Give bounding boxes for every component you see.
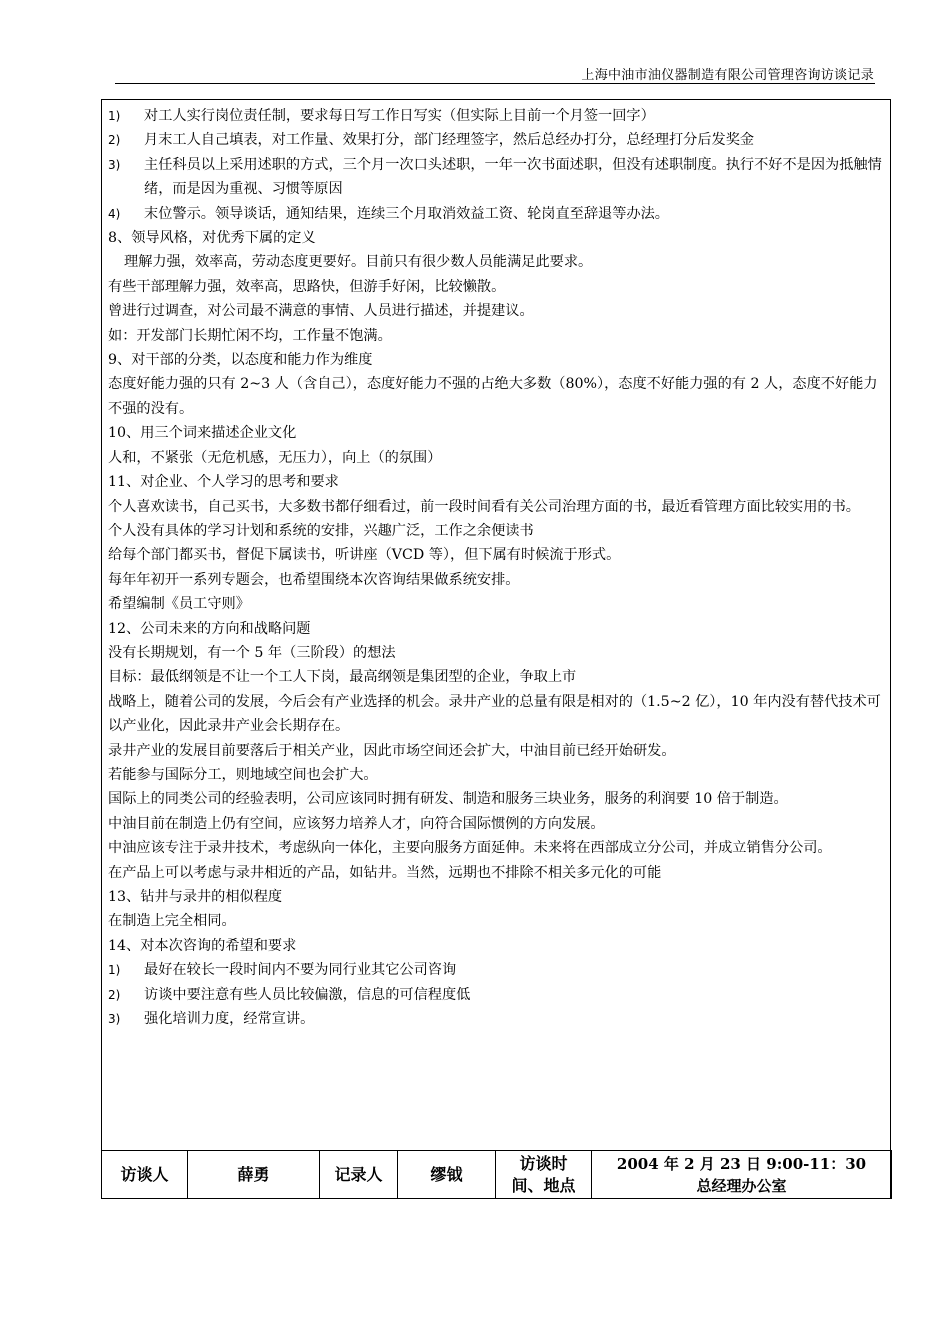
list-number: 4) — [108, 206, 121, 221]
recorder-label: 记录人 — [320, 1151, 398, 1199]
interview-time: 2004 年 2 月 23 日 9:00-11：30 — [616, 1154, 867, 1173]
interviewer-name: 薛勇 — [188, 1151, 320, 1199]
recorder-name: 缪钺 — [398, 1151, 496, 1199]
interview-notes — [108, 104, 884, 1031]
section-heading: 11、对企业、个人学习的思考和要求 — [108, 474, 339, 491]
paragraph: 战略上，随着公司的发展，今后会有产业选择的机会。录井产业的总量有限是相对的（1.5~2 亿），10 年内没有替代技术可以产业化，因此录井产业会长期存在。 — [108, 693, 881, 735]
paragraph: 在制造上完全相同。 — [108, 913, 236, 930]
list-item: 3) 主任科员以上采用述职的方式，三个月一次口头述职，一年一次书面述职，但没有述职制度。执行不好不是因为抵触情绪，而是因为重视、习惯等原因 — [108, 153, 884, 202]
time-place-label — [496, 1151, 592, 1199]
paragraph: 个人没有具体的学习计划和系统的安排，兴趣广泛，工作之余便读书 — [108, 522, 534, 539]
list-number: 2) — [108, 987, 121, 1002]
paragraph: 目标：最低纲领是不让一个工人下岗，最高纲领是集团型的企业，争取上市 — [108, 669, 577, 686]
paragraph: 曾进行过调查，对公司最不满意的事情、人员进行描述，并提建议。 — [108, 303, 534, 320]
list-item: 2) 访谈中要注意有些人员比较偏激，信息的可信程度低 — [108, 983, 884, 1007]
section-heading: 10、用三个词来描述企业文化 — [108, 425, 297, 442]
list-item: 2) 月末工人自己填表，对工作量、效果打分，部门经理签字，然后总经办打分，总经理打分后发奖金 — [108, 128, 884, 152]
list-number: 1) — [108, 963, 121, 978]
time-place-label-line-1: 访谈时 — [519, 1153, 568, 1173]
interview-place: 总经理办公室 — [696, 1176, 787, 1195]
interviewer-label: 访谈人 — [102, 1151, 188, 1199]
paragraph: 若能参与国际分工，则地域空间也会扩大。 — [108, 766, 378, 783]
section-heading: 13、钻井与录井的相似程度 — [108, 889, 283, 905]
paragraph: 在产品上可以考虑与录井相近的产品，如钻井。当然，远期也不排除不相关多元化的可能 — [108, 864, 662, 881]
list-number: 2) — [108, 133, 121, 148]
paragraph: 个人喜欢读书，自己买书，大多数书都仔细看过，前一段时间看有关公司治理方面的书，最近看管理方面比较实用的书。 — [108, 498, 860, 515]
paragraph: 态度好能力强的只有 2~3 人（含自己），态度好能力不强的占绝大多数（80%），态度不好能力强的有 2 人，态度不好能力不强的没有。 — [108, 376, 878, 417]
section-heading: 8、领导风格，对优秀下属的定义 — [108, 230, 316, 247]
header-divider — [115, 83, 875, 84]
list-item: 1) 对工人实行岗位责任制，要求每日写工作日写实（但实际上目前一个月签一回字） — [108, 104, 884, 128]
document-header-title: 上海中油市油仪器制造有限公司管理咨询访谈记录 — [581, 68, 874, 83]
list-item: 1) 最好在较长一段时间内不要为同行业其它公司咨询 — [108, 958, 884, 982]
paragraph: 如：开发部门长期忙闲不均，工作量不饱满。 — [108, 327, 392, 344]
time-place-value — [592, 1151, 892, 1199]
list-number: 3) — [108, 1012, 121, 1027]
paragraph: 录井产业的发展目前要落后于相关产业，因此市场空间还会扩大，中油目前已经开始研发。 — [108, 742, 676, 759]
section-heading: 12、公司未来的方向和战略问题 — [108, 620, 311, 637]
paragraph: 中油目前在制造上仍有空间，应该努力培养人才，向符合国际惯例的方向发展。 — [108, 815, 605, 832]
list-item: 3) 强化培训力度，经常宣讲。 — [108, 1007, 884, 1031]
paragraph: 每年年初开一系列专题会，也希望围绕本次咨询结果做系统安排。 — [108, 571, 520, 588]
time-place-label-line-2: 间、地点 — [511, 1175, 576, 1195]
paragraph: 有些干部理解力强，效率高，思路快，但游手好闲，比较懒散。 — [108, 278, 506, 295]
paragraph: 希望编制《员工守则》 — [108, 596, 250, 613]
paragraph: 中油应该专注于录井技术，考虑纵向一体化，主要向服务方面延伸。未来将在西部成立分公司，并成立销售分公司。 — [108, 840, 832, 857]
section-heading: 9、对干部的分类，以态度和能力作为维度 — [108, 352, 373, 369]
list-item: 4) 末位警示。领导谈话，通知结果，连续三个月取消效益工资、轮岗直至辞退等办法。 — [108, 202, 884, 226]
interview-info-table — [101, 1150, 892, 1199]
section-heading: 14、对本次咨询的希望和要求 — [108, 937, 297, 954]
list-number: 1) — [108, 109, 121, 123]
paragraph: 国际上的同类公司的经验表明，公司应该同时拥有研发、制造和服务三块业务，服务的利润要 10 倍于制造。 — [108, 791, 788, 808]
paragraph: 没有长期规划，有一个 5 年（三阶段）的想法 — [108, 644, 396, 661]
paragraph: 理解力强，效率高，劳动态度更要好。目前只有很少数人员能满足此要求。 — [124, 254, 593, 271]
list-number: 3) — [108, 157, 121, 172]
paragraph: 给每个部门都买书，督促下属读书，听讲座（VCD 等），但下属有时候流于形式。 — [108, 547, 621, 564]
paragraph: 人和，不紧张（无危机感，无压力），向上（的氛围） — [108, 449, 442, 466]
